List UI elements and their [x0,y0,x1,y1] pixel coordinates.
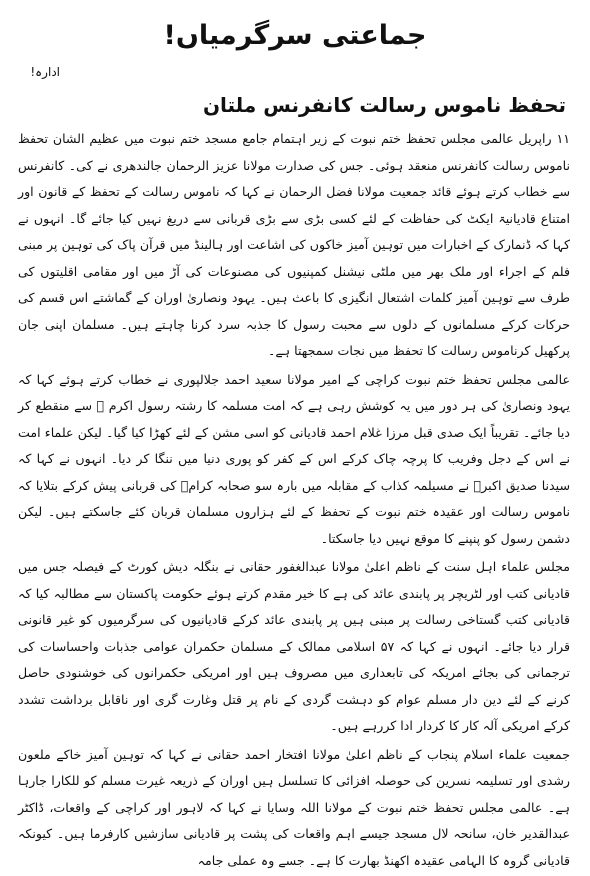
paragraph: ۱۱ راپریل عالمی مجلس تحفظ ختم نبوت کے زیر اہتمام جامع مسجد ختم نبوت میں عظیم الشان تحفظ ناموس رسالت کانفرنس منعقد ہوئی۔ جس کی صدارت مولانا عزیز الرحمان جالندھری نے کی۔ کانفرنس سے خطاب کرتے ہوئے قائد جمعیت مولانا فضل الرحمان نے کہا کہ ناموس رسالت کے تحفظ کے قانون اور امتناع قادیانیۃ ایکٹ کی حفاظت کے لئے کسی بڑی سے بڑی قربانی سے دریغ نہیں کیا جائے گا۔ انہوں نے کہا کہ ڈنمارک کے اخبارات میں توہین آمیز خاکوں کی اشاعت اور ہالینڈ میں قرآن پاک کی توہین پر مبنی فلم کے اجراء اور ملک بھر میں ملٹی نیشنل کمپنیوں کی مصنوعات کی آڑ میں اور مقامی اقلیتوں کی طرف سے توہین آمیز کلمات اشتعال انگیزی کا باعث ہیں۔ یہود ونصاریٰ اوران کے گماشتے اس قسم کی حرکات کرکے مسلمانوں کے دلوں سے محبت رسول کا جذبہ سرد کرنا چاہتے ہیں۔ مسلمان اپنی جان پرکھیل کرناموس رسالت کا تحفظ میں نجات سمجھتا ہے۔ [18,131,570,358]
section-heading: تحفظ ناموس رسالت کانفرنس ملتان [202,93,566,117]
article-body [18,126,570,876]
paragraph: جمعیت علماء اسلام پنجاب کے ناظم اعلیٰ مولانا افتخار احمد حقانی نے کہا کہ توہین آمیز خاکے ملعون رشدی اور تسلیمہ نسرین کی حوصلہ افزائی کا تسلسل ہیں اوران کے ذریعہ غیرت مسلم کو للکارا جارہا ہے۔ عالمی مجلس تحفظ ختم نبوت کے مولانا اللہ وسایا نے کہا کہ لاہور اور کراچی کے واقعات، ڈاکٹر عبدالقدیر خان، سانحہ لال مسجد جیسے اہم واقعات کی پشت پر قادیانی سازشیں کارفرما ہیں۔ کیونکہ قادیانی گروہ کا الہامی عقیدہ اکھنڈ بھارت کا ہے۔ جسے وہ عملی جامہ [18,746,570,868]
page-title: جماعتی سرگرمیاں! [163,20,427,51]
paragraph: مجلس علماء اہل سنت کے ناظم اعلیٰ مولانا عبدالغفور حقانی نے بنگلہ دیش کورٹ کے فیصلہ جس میں قادیانی کتب اور لٹریچر پر پابندی عائد کی ہے کا خیر مقدم کرتے ہوئے حکومت پاکستان سے مطالبہ کیا کہ قادیانی کتب گستاخی رسالت پر مبنی ہیں پر پابندی عائد کرکے قادیانیوں کی سرگرمیوں کو غیر قانونی قرار دیا جائے۔ انہوں نے کہا کہ ۵۷ اسلامی ممالک کے مسلمان حکمران عوامی جذبات واحساسات کی ترجمانی کی بجائے امریکہ کی تابعداری میں مصروف ہیں اور امریکی حکمرانوں کی خوشنودی حاصل کرنے کے لئے دین دار مسلم عوام کو دہشت گردی کے نام پر قتل وغارت گری اور ناقابل برداشت تشدد کرکے امریکی آلہ کار کا کردار ادا کررہے ہیں۔ [18,559,570,733]
author-byline: ادارہ! [30,65,60,79]
paragraph: عالمی مجلس تحفظ ختم نبوت کراچی کے امیر مولانا سعید احمد جلالپوری نے خطاب کرتے ہوئے کہا کہ یہود ونصاریٰ کی ہر دور میں یہ کوشش رہی ہے کہ امت مسلمہ کا رشتہ رسول اکرم ﷺ سے منقطع کر دیا جائے۔ تقریباً ایک صدی قبل مرزا غلام احمد قادیانی کو اسی مشن کے لئے کھڑا کیا گیا۔ لیکن علماء امت نے اس کے دجل وفریب کا پرچہ چاک کرکے اس کے کفر کو پوری دنیا میں ننگا کر دیا۔ انہوں نے کہا کہ سیدنا صدیق اکبرؓ نے مسیلمہ کذاب کے مقابلہ میں بارہ سو صحابہ کرامؓ کی قربانی پیش کرکے بتلایا کہ ناموس رسالت اور عقیدہ ختم نبوت کے تحفظ کے لئے ہزاروں مسلمان قربان کئے جاسکتے ہیں۔ لیکن دشمن رسول کو پنپنے کا موقع نہیں دیا جاسکتا۔ [18,371,570,546]
